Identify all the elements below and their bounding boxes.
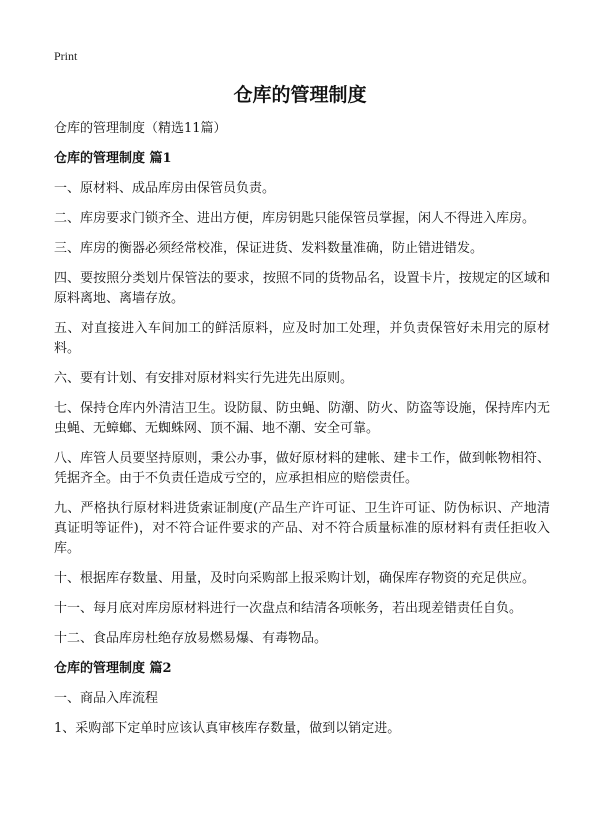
paragraph: 十、根据库存数量、用量，及时向采购部上报采购计划，确保库存物资的充足供应。: [54, 571, 536, 586]
paragraph: 八、库管人员要坚持原则，秉公办事，做好原材料的建帐、建卡工作，做到帐物相符、凭据齐全。由于不负责任造成亏空的，应承担相应的赔偿责任。: [54, 451, 550, 486]
document-title: 仓库的管理制度: [233, 84, 367, 106]
paragraph: 1、采购部下定单时应该认真审核库存数量，做到以销定进。: [54, 721, 401, 736]
document-subtitle: 仓库的管理制度（精选11篇）: [54, 121, 227, 136]
paragraph: 五、对直接进入车间加工的鲜活原料，应及时加工处理，并负责保管好未用完的原材料。: [54, 321, 550, 356]
paragraph: 十一、每月底对库房原材料进行一次盘点和结清各项帐务，若出现差错责任自负。: [54, 601, 523, 616]
paragraph: 三、库房的衡器必须经常校准，保证进货、发料数量准确，防止错进错发。: [54, 241, 484, 256]
paragraph: 二、库房要求门锁齐全、进出方便，库房钥匙只能保管员掌握，闲人不得进入库房。: [54, 211, 536, 226]
section-heading-2: 仓库的管理制度 篇2: [54, 661, 172, 676]
paragraph: 一、原材料、成品库房由保管员负责。: [54, 181, 276, 196]
document-body: [54, 119, 550, 749]
paragraph: 四、要按照分类划片保管法的要求，按照不同的货物品名，设置卡片，按规定的区域和原料离地、离墙存放。: [54, 271, 550, 306]
print-link[interactable]: Print: [54, 49, 78, 63]
paragraph: 一、商品入库流程: [54, 691, 159, 706]
paragraph: 九、严格执行原材料进货索证制度(产品生产许可证、卫生许可证、防伪标识、产地清真证明等证件)，对不符合证件要求的产品、对不符合质量标准的原材料有责任拒收入库。: [54, 501, 550, 556]
paragraph: 七、保持仓库内外清洁卫生。设防鼠、防虫蝇、防潮、防火、防盗等设施，保持库内无虫蝇、无蟑螂、无蜘蛛网、顶不漏、地不潮、安全可靠。: [54, 401, 550, 436]
paragraph: 十二、食品库房杜绝存放易燃易爆、有毒物品。: [54, 631, 328, 646]
section-heading-1: 仓库的管理制度 篇1: [54, 151, 172, 166]
paragraph: 六、要有计划、有安排对原材料实行先进先出原则。: [54, 371, 354, 386]
